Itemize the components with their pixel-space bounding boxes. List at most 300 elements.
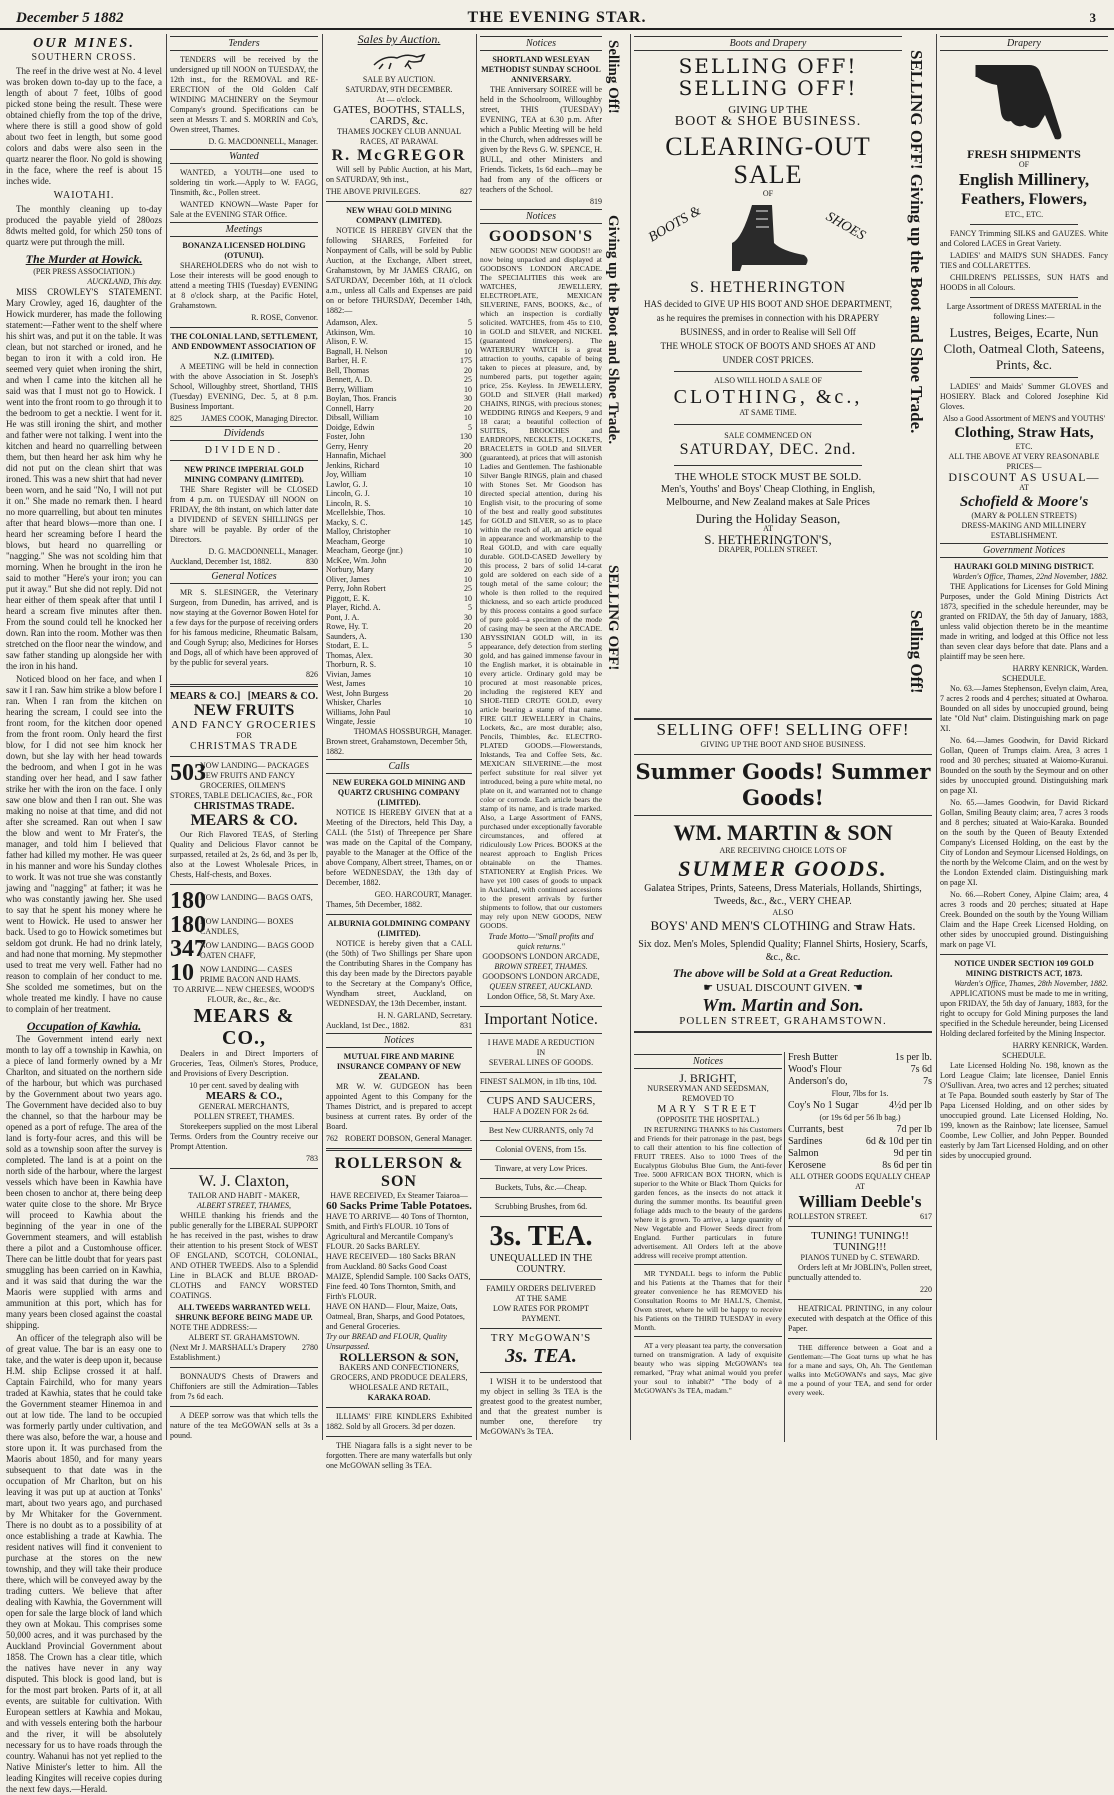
pianos-number: 220 [920,1285,932,1294]
martin-ad-block [634,718,932,1033]
share-count: 15 [464,337,472,346]
share-list-row [326,470,472,480]
mcgregor-notice: Will sell by Public Auction, at his Mart, on SATURDAY, 9th inst., [326,165,472,184]
shareholder-name: Joy, William [326,470,367,479]
quantity-10-bacon: 10 [170,960,194,986]
storekeepers-text: Storekeepers supplied on the most Liberal Terms. Orders from the Country receive our Prompt Attention. [170,1122,318,1151]
selling-off-banner: SELLING OFF! SELLING OFF! [656,720,910,739]
shareholder-name: Boylan, Thos. Francis [326,394,397,403]
share-count: 10 [464,546,472,555]
prince-imperial-signature: D. G. MACDONNELL, Manager. [208,547,318,556]
tea-3s-heading: 3s. TEA. [505,1345,577,1367]
section-head-boots: Boots and Drapery [634,36,902,51]
claxton-notice: WHILE thanking his friends and the public generally for the LIBERAL SUPPORT he has received in the past, wishes to draw their attention to his present Stock of WEST OF ENGLAND, SCOTCH, COLONIAL, AND OTHER TWEEDS. Also to a Splendid Line in BLACK and BLUE BROAD-CLOTHS and FANCY WORSTED COATINGS. [170,1211,318,1300]
price-row [788,1100,932,1112]
claxton-next: (Next Mr J. MARSHALL's Drapery Establishment.) [170,1343,286,1362]
of-label-col6: OF [1018,160,1030,169]
share-count: 10 [464,489,472,498]
share-count: 145 [460,517,472,527]
selling-off-1: SELLING OFF! [678,54,858,78]
shareholder-name: Perry, John Robert [326,584,386,593]
shareholder-name: Connell, Harry [326,403,374,413]
sale-by-auction: SALE BY AUCTION. [362,75,436,84]
share-count: 5 [468,318,472,327]
auction-date: SATURDAY, 9TH DECEMBER. [345,85,453,94]
price-row [788,1160,932,1172]
share-list-row [326,518,472,528]
hetheringtons: S. HETHERINGTON'S, [704,532,832,547]
english-millinery: English Millinery, [958,170,1090,189]
pianos-tuned: PIANOS TUNED by C. STEWARD. [800,1253,920,1262]
packages-text: NOW LANDING— PACKAGES NEW FRUITS AND FANCY GROCERIES, OILMEN'S STORES, TABLE DELICACIES, &c., FOR [170,761,313,800]
forfeited-shares-list [326,318,472,727]
cups-offer: CUPS AND SAUCERS, [486,1095,596,1107]
share-count: 30 [464,394,472,403]
bonanza-notice: SHAREHOLDERS who do not wish to Lose their interests will be good enough to attend a meeting THIS (Tuesday) EVENING at 8 o'clock sharp, at the Pacific Hotel, Grahamstown. [170,261,318,310]
masthead [0,0,1114,30]
share-count: 10 [464,479,472,489]
clearing-out-sale: CLEARING-OUT SALE [665,132,871,189]
share-list-row [326,594,472,604]
shareholder-name: Thomas, Alex. [326,650,373,660]
shareholder-name: Adamson, Alex. [326,318,378,327]
shareholder-name: Vivian, James [326,669,371,679]
share-list-row [326,613,472,623]
usual-discount [634,983,932,994]
vertical-giving-up-right: SELLING OFF! Giving up the Boot and Shoe Trade. [907,50,926,434]
price-item: Flour, 7lbs for 1s. [831,1089,889,1098]
schedule-item: No. 63.—James Stephenson, Evelyn claim, Area, 7 acres 2 roods and 4 perches; situated at Owharoa. Bounded on all sides by unoccupied ground, being late "Old Nut" claim. Distinguishing mark on page XI. [940,684,1108,733]
share-count: 10 [464,574,472,584]
discount-usual: DISCOUNT AS USUAL— [948,470,1100,484]
deeble-street: ROLLESTON STREET. [788,1212,868,1221]
column-rule [166,34,167,1440]
shareholder-name: Wingate, Jessie [326,717,376,726]
bacon-text: NOW LANDING— CASES PRIME BACON AND HAMS. [200,965,301,984]
shareholder-name: Whisker, Charles [326,698,382,707]
share-count: 10 [464,527,472,536]
fancy-trimming: FANCY Trimming SILKS and GAUZES. White and Colored LACES in Great Variety. [940,229,1108,248]
share-count: 20 [464,441,472,451]
boot-shoe-business: BOOT & SHOE BUSINESS. [674,114,862,129]
jockey-club: THAMES JOCKEY CLUB ANNUAL RACES, AT PARAWAI. [337,127,461,146]
deeble-name: William Deeble's [798,1192,922,1211]
issue-date: December 5 1882 [16,10,124,26]
share-count: 10 [464,508,472,517]
mears-co-repeat: MEARS & CO., [205,1090,283,1102]
share-list-row [326,670,472,680]
shareholder-name: Mcellelsbie, Thos. [326,508,386,517]
schedule-heading: SCHEDULE. [1002,674,1046,683]
for-label: FOR [236,731,252,740]
shareholder-name: Jenkins, Richard [326,460,380,470]
shareholder-name: Thorburn, R. S. [326,660,376,669]
column-rule [936,34,937,1440]
notice-signature: HARRY KENRICK, Warden. [1012,1041,1108,1050]
share-list-row [326,622,472,632]
share-list-row [326,385,472,395]
mears-co-big: MEARS & CO., [193,1005,295,1049]
shoes-word: SHOES [823,209,868,244]
share-list-row [326,717,472,727]
shareholder-name: West, James [326,679,366,688]
price-item: Sardines [788,1136,823,1147]
price-value: 7s [923,1076,932,1087]
shareholder-name: Lawlor, G. J. [326,479,368,489]
shareholder-name: Meacham, George [326,536,385,546]
bonanza-signature: R. ROSE, Convenor. [251,313,318,322]
mears-discount-text: 10 per cent. saved by dealing with [189,1081,299,1090]
shareholder-name: Doidge, Edwin [326,422,375,432]
claxton-address: ALBERT ST. GRAHAMSTOWN. [188,1333,300,1342]
martin-son-heading: WM. MARTIN & SON [673,820,893,845]
section-head-notices-col4: Notices [480,36,602,51]
privileges: THE ABOVE PRIVILEGES. [326,187,421,196]
mears-dealers-text: Dealers in and Direct Importers of Groceries, Teas, Oilmen's Stores, Produce, and Provisions of Every Description. [170,1049,318,1078]
share-count: 20 [464,688,472,698]
lustres-beiges: Lustres, Beiges, Ecarte, Nun Cloth, Oatmeal Cloth, Sateens, Prints, &c. [943,325,1105,372]
rollerson-address: KARAKA ROAD. [367,1392,431,1402]
schedule-item: No. 64.—James Goodwin, for David Rickard Gollan, Queen of Trumps claim. Area, 3 acres 1 rood and 30 perches; situated at Waiomo-Kuranui. Bounded on the south by the Seymour and on other sides by unoccupied ground. Distinguishing mark on page XI. [940,736,1108,795]
share-list-row [326,337,472,347]
shareholder-name: Pont, J. A. [326,612,360,622]
rollerson-try: Try our BREAD and FLOUR, Quality Unsurpassed. [326,1331,447,1351]
price-row [788,1124,932,1136]
giving-up-text: GIVING UP THE [728,104,808,116]
price-row [788,1148,932,1160]
martin-son-italic: Wm. Martin and Son. [702,995,864,1015]
tyndall-notice: MR TYNDALL begs to inform the Public and his Patients at the Thames that for their greater convenience he has REMOVED his Consultation Rooms to Mr HALL'S, Chemist, Owen street, where he will be happy to receive his Patients on the THIRD TUESDAY in every Month. [634,1269,782,1332]
shareholder-name: Foster, John [326,432,365,441]
rollerson-received: HAVE RECEIVED, Ex Steamer Taiaroa— [330,1190,468,1200]
article-waiotahi: The monthly cleaning up to-day produced the payable yield of 280ozs 8dwts melted gold, for which 250 tons of quartz were put through the mill. [6,204,162,247]
section-head-auction: Sales by Auction. [357,32,441,46]
column-rule [630,34,631,1440]
dividend-title: DIVIDEND. [204,445,284,456]
try-mcgowans: TRY McGOWAN'S [490,1332,592,1344]
shareholder-name: Oliver, James [326,574,370,584]
auction-items: GATES, BOOTHS, STALLS, CARDS, &c. [333,104,465,127]
rollerson-recv: HAVE RECEIVED— 180 Sacks BRAN from Auckland. 80 Sacks Good Coast MAIZE, Splendid Sample. 100 Sacks OATS, Fine feed. 40 Tons Thornton, Smith, and Firth's FLOUR. [326,1251,471,1301]
bright-trade: NURSERYMAN AND SEEDSMAN, REMOVED TO [647,1084,769,1103]
dressmaking: DRESS-MAKING AND MILLINERY ESTABLISHMENT. [961,521,1087,540]
colonial-signature: JAMES COOK, Managing Director. [201,414,318,423]
ladies-sunshades: LADIES' and MAID'S SUN SHADES. Fancy TIES and COLLARETTES. [940,251,1108,270]
claxton-heading: W. J. Claxton, [198,1173,290,1190]
share-list-row [326,679,472,689]
price-value: 7d per lb [896,1124,932,1135]
share-count: 10 [464,346,472,356]
mcgowan-tea-joke-col3: THE Niagara falls is a sight never to be forgotten. There are many waterfalls but only one McGOWAN selling 3s TEA. [326,1440,472,1470]
share-count: 10 [464,669,472,679]
mutual-number: 762 [326,1133,338,1143]
share-list-row [326,632,472,642]
shareholder-name: Alison, F. W. [326,337,368,346]
pollen-grahamstown: POLLEN STREET, GRAHAMSTOWN. [679,1015,887,1027]
share-list-row [326,708,472,718]
oats-text: NOW LANDING— BAGS OATS, [200,893,313,902]
pointing-hand-icon: ☛ [703,982,716,994]
general-merchants-text: GENERAL MERCHANTS, [198,1102,290,1111]
price-row [788,1076,932,1088]
price-row [788,1064,932,1076]
share-list-row [326,394,472,404]
share-count: 10 [464,660,472,669]
shareholder-name: Macky, S. C. [326,517,368,527]
dateline: AUCKLAND, This day. [87,277,162,286]
shareholder-name: Berry, William [326,384,374,394]
share-count: 5 [468,603,472,612]
share-count: 300 [460,451,472,460]
clothing-straw-hats: Clothing, Straw Hats, [954,425,1094,441]
boot-icon [722,203,812,273]
share-list-row [326,575,472,585]
price-list [788,1052,932,1172]
article-kawhia-part2: An officer of the telegraph also will be of great value. The bar is an easy one to take, and the water is deep upon it, because H.M. ship Eclipse crossed it at half. Captain Fairchild, who for many years traded at Kawhia, states that he could take the Government steamer Hinemoa in and out at low tide. The land to be occupied was formerly partly under cultivation, and there was also, before the war, a house and store upon it. It was purchased from the Maoris about 1850, and for many years subsequent to that date was in the occupation of Mr Charlton, but on his leaving it was put up at auction at Tonks' mart, about two years ago, and purchased by Mr Whitaker for the Government. There is no doubt as to a possibility of at once establishing a trade at Kawhia. The resident natives will find it convenient to purchase at the stores on the new township, and they will take their produce there, which will be conveyed away by the trading cutters. We believe that after dealing with Kawhia, the Government will open for sale the large block of land which they own at Mokau. This comprises some 50,000 acres, and it was purchased by the Auckland Provincial Government about 1858. The Crown has a clear title, which the natives have never in any way disputed. This block is good land, but is for the most part broken. Parts of it, at all events, are suitable for cultivation. With European settlers at Kawhia and Mokau, and with vessels entering both the harbour and the river, it will be absolutely necessary for us to have roads through the country. Wahanui has not yet replied to the Native Minister's letter to him. All the leading Kingites will receive copies during the next few days.—Herald. [6,1333,162,1794]
mears-brand-left: MEARS & CO.] [170,691,241,702]
price-row [788,1112,932,1124]
share-count: 10 [464,679,472,688]
share-count: 25 [464,375,472,384]
goodsons-arcade-1-street: BROWN STREET, THAMES. [494,962,588,971]
bright-notice: IN RETURNING THANKS to his Customers and Friends for their patronage in the past, begs to call their attention to his fine collection of FRUIT TREES. Also to 1000 Trees of the Eucalyptus Globulus Blue Gum, the Anti-fever Tree. 5000 AFRICAN BOX THORN, which is superior to the White or Black Thorn Quicks for garden fences, as the insects do not attack it during the summer months. Its beautiful green foliage adds much to the beauty of the gardens where it is grown. To arrive, a large quantity of New Vegetable and Flower Seeds direct from England. Further particulars in future advertisement. All Orders left at the above address will receive prompt attention. [634,1125,782,1260]
shareholder-name: Player, Richd. A. [326,603,381,612]
vertical-selling-off-right: Selling Off! [907,610,926,694]
share-list-row [326,366,472,376]
tuning-heading: TUNING! TUNING!! TUNING!!! [811,1230,909,1253]
shareholder-name: Bagnall, H. Nelson [326,346,388,356]
share-list-row [326,489,472,499]
family-orders: FAMILY ORDERS DELIVERED [486,1284,596,1293]
pointing-hand-icon: ☚ [850,982,863,994]
rollerson-heading: ROLLERSON & SON [334,1154,464,1190]
pointing-hand-icon [969,55,1079,145]
section-head-notices-col5: Notices [634,1054,782,1069]
fresh-shipments: FRESH SHIPMENTS [967,147,1081,161]
share-list-row [326,603,472,613]
has-decided-text: HAS decided to GIVE UP HIS BOOT AND SHOE DEPARTMENT, as he requires the premises in connection with his DRAPERY BUSINESS, and in order to Realise will Sell Off [644,299,892,337]
brushes-offer: Scrubbing Brushes, from 6d. [494,1202,588,1211]
usual-discount-text: USUAL DISCOUNT GIVEN. [715,982,851,994]
share-list-row [326,556,472,566]
whau-notice: NOTICE IS HEREBY GIVEN that the following SHARES, Forfeited for Nonpayment of Calls, will be sold by Public Auction, at the Exchange, Albert street, Grahamstown, by Mr JAMES CRAIG, on SATURDAY, December 16th, at 11 o'clock a.m., unless all Calls and Expenses are paid on or before THURSDAY, December 14th, 1882:— [326,226,472,315]
mcgregor-heading: R. McGREGOR [331,147,467,164]
slesinger-notice: MR S. SLESINGER, the Veterinary Surgeon, from Dunedin, has arrived, and is now staying at the Governor Bowen Hotel for a few days for the purpose of receiving orders for his famous medicine, Rheumatic Balsam, and Cough Syrup; also, Medicines for Horses and Dogs, all of which have been approved of by the public for several years. [170,588,318,667]
goodsons-heading: GOODSON'S [488,228,594,245]
price-item: Anderson's do, [788,1076,848,1087]
shareholder-name: Bennett, A. D. [326,375,372,384]
sale-date: SATURDAY, DEC. 2nd. [679,441,857,458]
section-head-tenders: Tenders [170,36,318,51]
section-title-our-mines: OUR MINES. [33,36,135,51]
eureka-signature: GEO. HARCOURT, Manager. [374,889,472,899]
alburnia-signature: H. N. GARLAND, Secretary. [377,1010,472,1020]
schedule-2-text: Late Licensed Holding No. 198, known as the Lord League Claim; late licensee, Daniel Ennis O'Sullivan. Area, two acres and 12 perches; situated at Te Papa. Bounded south easterly by Star of The Papa Licensed Holding, and on other sides by unoccupied ground. Late Licensed Holding, No. 199, known as the Rainbow; late licensee, Samuel Coombe, Lew Collier, and John Pepper. Bounded easterly by Jam Tart Licensed Holding, and on other sides by unoccupied ground. [940,1061,1108,1160]
price-item: Salmon [788,1148,819,1159]
prince-imperial-heading: NEW PRINCE IMPERIAL GOLD MINING COMPANY (LIMITED). [184,465,304,484]
share-list-row [326,508,472,518]
holiday-season: During the Holiday Season, [695,511,841,526]
cups-price: HALF A DOZEN FOR 2s 6d. [493,1107,589,1116]
large-assortment: Large Assortment of DRESS MATERIAL in the following Lines:— [946,302,1102,321]
mutual-signature: ROBERT DOBSON, General Manager. [344,1133,472,1143]
great-reduction: The above will be Sold at a Great Reduction. [672,966,894,980]
alburnia-notice: NOTICE is hereby given that a CALL (the 50th) of Two Shillings per Share upon the Contributing Shares in the Company has this day been made by the Directors payable to the Secretary at the Company's Office, Wyndham street, Auckland, on WEDNESDAY, the 13th December, instant. [326,938,472,1008]
auction-horse-icon [369,49,429,71]
rollerson-big: ROLLERSON & SON, [339,1349,459,1364]
whau-signature: THOMAS HOSSBURGH, Manager. [353,726,472,736]
share-list-row [326,461,472,471]
alburnia-heading: ALBURNIA GOLDMINING COMPANY (LIMITED). [327,918,471,938]
galatea-text: Galatea Stripes, Prints, Sateens, Dress Materials, Hollands, Shirtings, Tweeds, &c., &c., VERY CHEAP. [644,883,922,907]
share-count: 130 [460,631,472,641]
share-count: 20 [464,565,472,574]
share-list-row [326,432,472,442]
reduction-lines: SEVERAL LINES OF GOODS. [488,1058,594,1067]
summer-goods-heading: Summer Goods! Summer Goods! [635,759,931,810]
share-list-row [326,584,472,594]
share-list-row [326,318,472,328]
share-count: 10 [464,536,472,546]
share-count: 25 [464,584,472,593]
shareholder-name: Dibsall, William [326,413,379,422]
price-row [788,1088,932,1100]
schedule-item: No. 66.—Robert Coney, Alpine Claim; area, 4 acres 3 roods and 20 perches; situated at Hape Creek. Bounded on the south by the Young William Claim and the Hape Creek Licensed Holding, on other sides by unoccupied ground. Distinguishing mark on page VI. [940,890,1108,949]
colonial-heading: THE COLONIAL LAND, SETTLEMENT, AND ENDOWMENT ASSOCIATION OF N.Z. (LIMITED). [170,332,318,361]
pollen-street-text: POLLEN STREET, THAMES. [193,1112,295,1121]
rollerson-retail: WHOLESALE AND RETAIL, [349,1382,449,1392]
share-count: 20 [464,622,472,631]
deeble-number: 617 [920,1212,932,1221]
column-mines-news [6,34,162,1794]
storekeepers-number: 783 [306,1154,318,1163]
share-count: 10 [464,413,472,422]
wesleyan-heading: SHORTLAND WESLEYAN METHODIST SUNDAY SCHOOL ANNIVERSARY. [481,55,601,84]
share-count: 130 [460,432,472,441]
share-count: 10 [464,498,472,508]
goodsons-arcade-1: GOODSON'S LONDON ARCADE, [482,952,600,961]
notice-section-109: NOTICE UNDER SECTION 109 GOLD MINING DISTRICTS ACT, 1873. [954,959,1094,978]
share-list-row [326,328,472,338]
price-item: Wood's Flour [788,1064,842,1075]
new-fruits-heading: NEW FRUITS [193,702,295,719]
tender-signature: D. G. MACDONNELL, Manager. [208,137,318,146]
tea-unequalled: UNEQUALLED IN THE COUNTRY. [489,1253,593,1275]
bright-name: J. BRIGHT, [679,1071,737,1085]
deeble-at: AT [855,1182,865,1191]
shareholder-name: Williams, John Paul [326,707,391,717]
share-list-row [326,537,472,547]
share-list-row [326,641,472,651]
press-association-line: (PER PRESS ASSOCIATION.) [33,267,135,276]
share-count: 20 [464,403,472,413]
colonial-notice: A MEETING will be held in connection with the above Association in St. Joseph's School, Willoughby street, Shortland, THIS (Tuesday) EVENING, Dec. 5, at 8 p.m. Business Important. [170,362,318,411]
section-head-government: Government Notices [940,543,1108,558]
claxton-trade: TAILOR AND HABIT - MAKER, [188,1191,300,1200]
headline-murder-howick: The Murder at Howick. [25,252,143,266]
reduction-in: IN [536,1048,546,1057]
also-label: ALSO [772,908,794,917]
wesleyan-notice: THE Anniversary SOIREE will be held in the Schoolroom, Willoughby street, THIS (TUESDAY) EVENING, TEA at 6.30 p.m. After which a Public Meeting will be held in the Church, when addresses will be given by the Revs G. W. SPENCE, H. BULL, and other Ministers and Friends. Tickets, 1s 6d each—may be had from any of the officers or teachers of the School. [480,85,602,194]
goodsons-arcade-2: GOODSON'S LONDON ARCADE, [482,972,600,981]
share-count: 175 [460,356,472,365]
section-head-calls: Calls [326,759,472,774]
opposite-hospital: (OPPOSITE THE HOSPITAL.) [656,1115,760,1124]
teas-notice: Our Rich Flavored TEAS, of Sterling Quality and Delicious Flavor cannot be surpassed, retailed at 2s, 2s 6d, and 3s per lb, also at the Lowest Wholesale Prices, in Chests, Half-chests, and Boxes. [170,830,318,879]
vertical-giving-up-left: Giving up the Boot and Shoe Trade. [605,215,621,445]
price-row [788,1052,932,1064]
all-above: ALL THE ABOVE AT VERY REASONABLE PRICES— [948,452,1100,471]
shareholder-name: Stodart, E. L. [326,641,369,650]
deeble-block [788,1052,932,1399]
share-list-row [326,480,472,490]
article-southern-cross: The reef in the drive west at No. 4 level was broken down to-day up to the face, a length of about 7 feet, 10lbs of good picked stone being the result. These were obtained chiefly from the top of the drive, where there is still a good show of gold about two feet in length, but some good colors and dabs were also seen in the quartz nearer the floor. No gold is showing in the face, where the reef is about 15 inches wide. [6,66,162,186]
whole-stock-text: THE WHOLE STOCK OF BOOTS AND SHOES AT AND UNDER COST PRICES. [660,341,876,365]
christmas-trade-bold: CHRISTMAS TRADE. [193,801,295,812]
section-head-wanted: Wanted [170,149,318,164]
auction-time: At — o'clock. [376,95,422,104]
of-label: OF [762,189,774,198]
at-label: AT [763,524,773,533]
share-count: 30 [464,650,472,660]
price-value: 7s 6d [910,1064,932,1075]
deeble-also: ALL OTHER GOODS EQUALLY CHEAP [789,1172,931,1181]
rollerson-potatoes: 60 Sacks Prime Table Potatoes. [326,1199,472,1212]
shareholder-name: Hannafin, Michael [326,451,386,460]
quantity-180-oats: 180 [170,888,206,914]
share-list-row [326,527,472,537]
candles-text: NOW LANDING— BOXES CANDLES, [200,917,294,936]
share-list-row [326,442,472,452]
hauraki-signature: HARRY KENRICK, Warden. [1012,664,1108,673]
same-time: AT SAME TIME. [739,408,797,417]
column-tenders-mears [170,34,318,1440]
martin-receiving: ARE RECEIVING CHOICE LOTS OF [719,846,847,855]
claxton-street: ALBERT STREET, THAMES, [197,1201,291,1210]
column-drapery-government [940,34,1108,1440]
schofield-moore: Schofield & Moore's [959,494,1089,510]
shareholder-name: Rowe, Hy. T. [326,622,369,631]
share-list-row [326,413,472,423]
bonanza-heading: BONANZA LICENSED HOLDING (OTUNUI). [182,241,306,260]
ladies-gloves: LADIES' and Maids' Summer GLOVES and HOSIERY. Black and Colored Josephine Kid Gloves. [940,382,1108,411]
share-count: 10 [464,384,472,394]
goat-gentleman-joke: THE difference between a Goat and a Gentleman:—The Goat turns up what he has for a mane and says, Oh, Ah. The Gentleman walks into McGOWAN's and says, Mac give me a pound of your TEA, and send for order every week. [788,1343,932,1397]
section-head-drapery: Drapery [940,36,1108,51]
mcgowan-tea-joke-col5: AT a very pleasant tea party, the conversation turned on transmigration. A lady of exquisite beauty who was sipping McGOWAN's tea remarked, "Pray what animal would you prefer your soul to inhabit?" "The body of a McGOWAN's 3s TEA, madam." [634,1341,782,1395]
share-count: 10 [464,593,472,603]
column-auctions [326,32,472,1470]
hauraki-office: Warden's Office, Thames, 22nd November, 1882. [952,572,1108,581]
slesinger-number: 826 [306,670,318,679]
whole-stock-sold: THE WHOLE STOCK MUST BE SOLD. [674,471,862,483]
quantity-180-candles: 180 [170,912,206,938]
tinware-offer: Tinware, at very Low Prices. [494,1164,588,1173]
mcgowan-tea-joke-col4: I WISH it to be understood that my object in selling 3s TEA is the greatest good to the greatest number, and that the greatest number is number one, therefore try McGOWAN's 3s TEA. [480,1377,602,1436]
shareholder-name: Gerry, Henry [326,441,369,451]
price-row [788,1136,932,1148]
whau-date: Brown street, Grahamstown, December 5th, 1882. [326,736,468,756]
claxton-number: 2780 [302,1343,318,1352]
rollerson-arrive: HAVE TO ARRIVE— 40 Tons of Thornton, Smith, and Firth's FLOUR. 10 Tons of Agricultural and Mercantile Company's FLOUR. 20 Sacks BARLEY. [326,1211,469,1251]
rollerson-hand: HAVE ON HAND— Flour, Maize, Oats, Oatmeal, Bran, Sharps, and Good Potatoes, and General Groceries. [326,1301,465,1331]
mary-street: MARY STREET [657,1104,759,1115]
share-list-row [326,423,472,433]
share-list-row [326,347,472,357]
childrens-pelisses: CHILDREN'S PELISSES, SUN HATS and HOODS in all Colours. [940,273,1108,292]
price-item: (or 19s 6d per 56 lb bag.) [819,1113,901,1122]
low-rates: LOW RATES FOR PROMPT PAYMENT. [492,1304,590,1323]
